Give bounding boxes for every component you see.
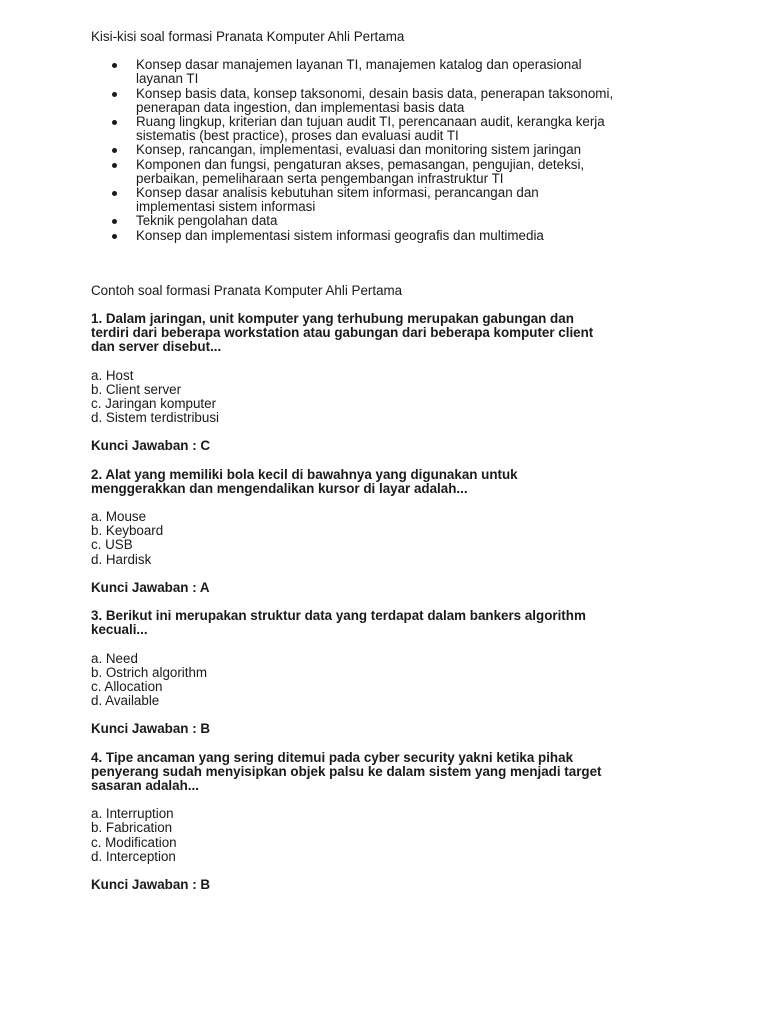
contoh-title: Contoh soal formasi Pranata Komputer Ahli Pertama	[91, 282, 403, 298]
option-d: d. Sistem terdistribusi	[91, 410, 219, 426]
question-text: 4. Tipe ancaman yang sering ditemui pada cyber security yakni ketika pihak penyerang sudah menyisipkan objek palsu ke dalam sistem yang menjadi target sasaran adalah...	[91, 749, 602, 793]
answer-key: Kunci Jawaban : B	[91, 876, 211, 892]
bullet-icon	[112, 163, 117, 168]
bullet-icon	[112, 63, 117, 68]
bullet-icon	[112, 191, 117, 196]
option-c: c. Allocation	[91, 678, 163, 694]
answer-options	[91, 369, 691, 426]
answer-options	[91, 652, 691, 709]
option-b: b. Client server	[91, 381, 182, 397]
document-page	[91, 30, 691, 892]
option-d: d. Interception	[91, 848, 176, 864]
option-b: b. Ostrich algorithm	[91, 664, 208, 680]
bullet-icon	[112, 148, 117, 153]
kisi-item: Konsep dan implementasi sistem informasi geografis dan multimedia	[91, 229, 691, 243]
option-a: a. Need	[91, 650, 138, 666]
kisi-item: Konsep, rancangan, implementasi, evaluasi dan monitoring sistem jaringan	[91, 143, 691, 157]
kisi-item: Konsep dasar analisis kebutuhan sitem informasi, perancangan dan implementasi sistem informasi	[91, 186, 691, 214]
kisi-list	[91, 58, 691, 243]
option-b: b. Keyboard	[91, 523, 164, 539]
kisi-item: Ruang lingkup, kriterian dan tujuan audit TI, perencanaan audit, kerangka kerja sistematis (best practice), proses dan evaluasi audit TI	[91, 115, 691, 143]
option-c: c. USB	[91, 537, 133, 553]
answer-options	[91, 807, 691, 864]
question-block	[91, 609, 691, 736]
question-block	[91, 312, 691, 454]
option-a: a. Host	[91, 367, 134, 383]
option-a: a. Interruption	[91, 806, 174, 822]
question-text: 2. Alat yang memiliki bola kecil di bawahnya yang digunakan untuk menggerakkan dan mengendalikan kursor di layar adalah...	[91, 466, 518, 496]
option-c: c. Jaringan komputer	[91, 396, 217, 412]
kisi-title: Kisi-kisi soal formasi Pranata Komputer Ahli Pertama	[91, 29, 405, 44]
option-c: c. Modification	[91, 834, 177, 850]
answer-key: Kunci Jawaban : B	[91, 721, 211, 737]
answer-key: Kunci Jawaban : C	[91, 438, 211, 454]
bullet-icon	[112, 92, 117, 97]
kisi-item: Teknik pengolahan data	[91, 214, 691, 228]
kisi-item: Konsep basis data, konsep taksonomi, desain basis data, penerapan taksonomi, penerapan data ingestion, dan implementasi basis data	[91, 87, 691, 115]
bullet-icon	[112, 234, 117, 239]
option-d: d. Hardisk	[91, 551, 152, 567]
kisi-item: Komponen dan fungsi, pengaturan akses, pemasangan, pengujian, deteksi, perbaikan, pemeliharaan serta pengembangan infrastruktur TI	[91, 158, 691, 186]
option-d: d. Available	[91, 693, 160, 709]
answer-key: Kunci Jawaban : A	[91, 579, 210, 595]
question-text: 3. Berikut ini merupakan struktur data yang terdapat dalam bankers algorithm kecuali...	[91, 608, 586, 638]
question-block	[91, 751, 691, 893]
option-b: b. Fabrication	[91, 820, 173, 836]
bullet-icon	[112, 120, 117, 125]
answer-options	[91, 510, 691, 567]
bullet-icon	[112, 219, 117, 224]
question-text: 1. Dalam jaringan, unit komputer yang terhubung merupakan gabungan dan terdiri dari beberapa workstation atau gabungan dari beberapa komputer client dan server disebut...	[91, 311, 594, 355]
question-block	[91, 468, 691, 595]
kisi-item: Konsep dasar manajemen layanan TI, manajemen katalog dan operasional layanan TI	[91, 58, 691, 86]
option-a: a. Mouse	[91, 509, 147, 525]
